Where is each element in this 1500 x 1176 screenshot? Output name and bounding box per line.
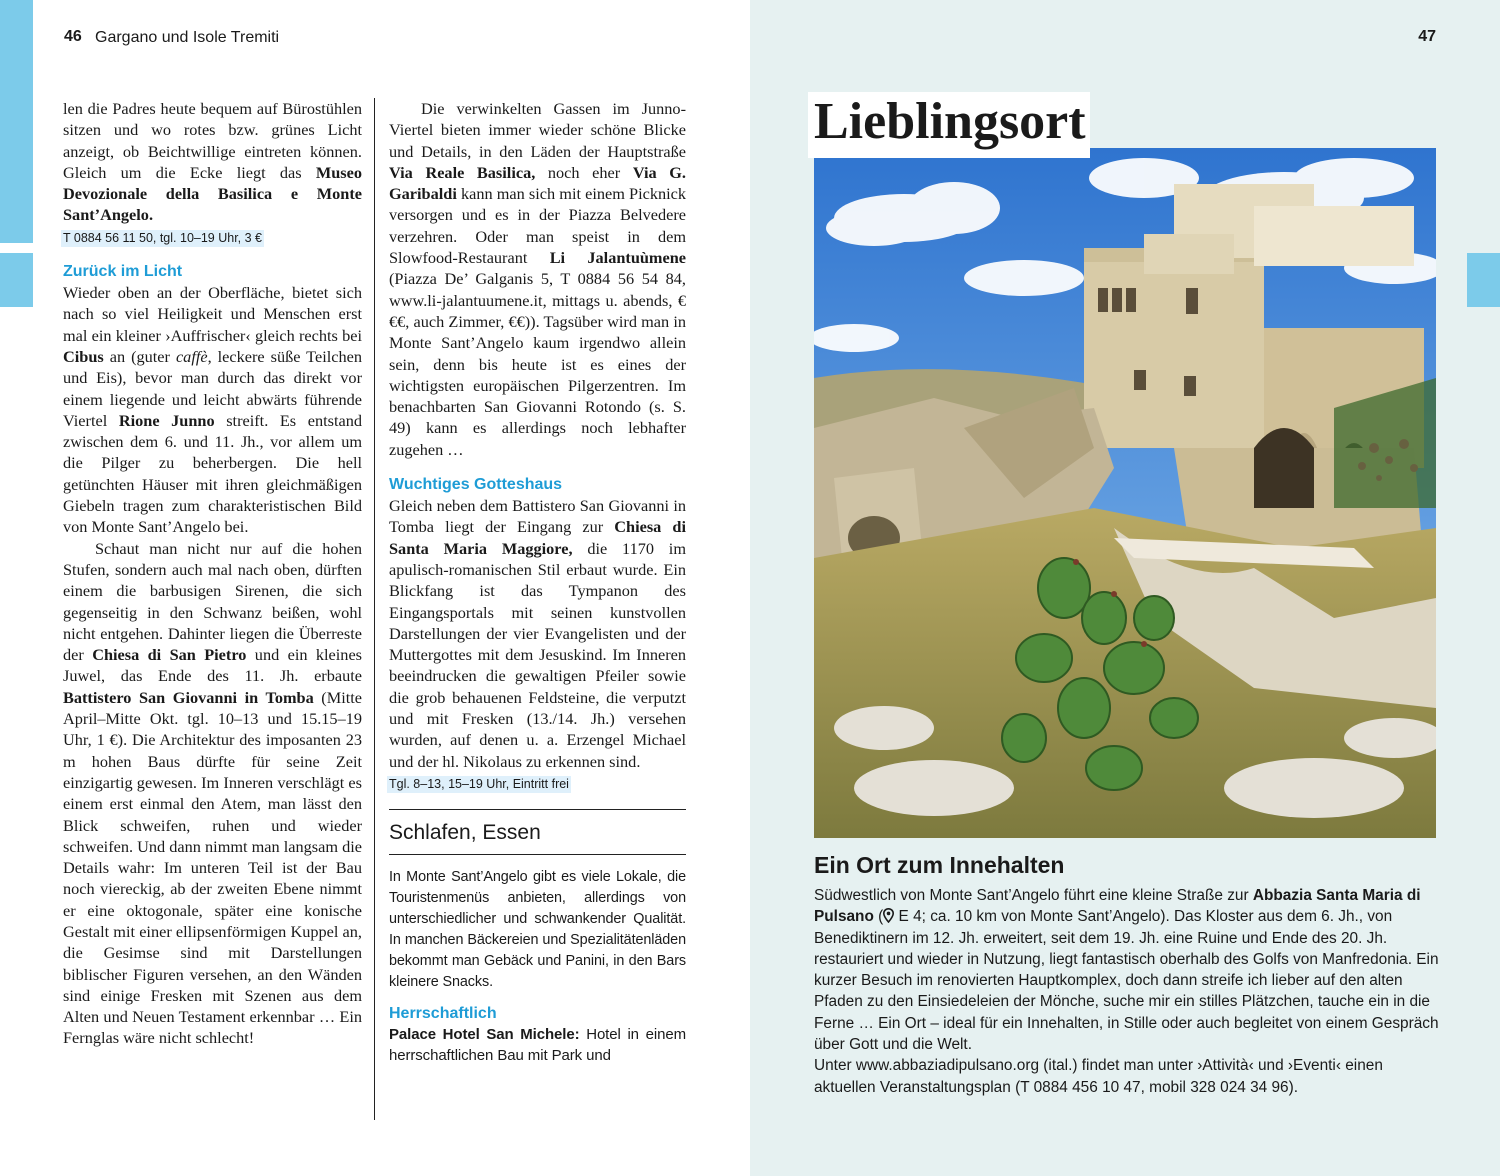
paragraph [814,885,1444,1055]
text-column-2 [389,98,686,1066]
abbey-photo [814,148,1436,838]
box-rule-bottom [389,854,686,855]
text: (Mitte April–Mitte Okt. tgl. 10–13 und 15.15–19 Uhr, 1 €). Die Architektur des imposanten 23 m hohen Baus dürfte für seine Zeit einzigartig gewesen. Im Inneren verschlägt es einem erst einmal den Atem, man lässt den Blick schweifen, ruhen und wieder schweifen. Und dann nimmt man langsam die Details wahr: Im unteren Teil ist der Bau noch viereckig, ab der zweiten Ebene nimmt er eine oktogonale, später eine konische Gestalt mit einer ellipsenförmigen Kuppel an, die Gesimse sind mit Darstellungen biblischer Figuren versehen, an den Wänden sind einige Fresken mit Szenen aus dem Alten und Neuen Testament erkennbar … Ein Fernglas wäre nicht schlecht! [63,687,362,1048]
map-reference: E 4 [894,908,922,926]
feature-heading: Lieblingsort [808,92,1090,158]
running-head: Gargano und Isole Tremiti [95,29,280,46]
paragraph [63,282,362,538]
page-number-right: 47 [1418,28,1436,45]
bold-term: Li Jalantuùmene [549,248,686,268]
page-number-left: 46 [64,28,82,45]
text: ; ca. 10 km von Monte Sant’Angelo). Das Kloster aus dem 6. Jh., von Benediktinern im 12. Jh. erweitert, seit dem 19. Jh. eine Ruine und Ende des 20. Jh. restauriert und wieder in Nutzung, liegt fantastisch oberhalb des Golfs von Manfredonia. Ein kurzer Besuch im renovierten Hauptkomplex, doch dann streife ich lieber auf den alten Pfaden zu den Einsiedeleien der Mönche, suche mir ein stilles Plätzchen, tauche ein in die Ferne … Ein Ort – ideal für ein Innehalten, in Stille oder auch begleitet von einem Gespräch über Gott und die Welt. [814,908,1439,1054]
box-title: Schlafen, Essen [389,821,541,845]
text: Unter www.abbaziadipulsano.org (ital.) findet man unter ›Attività‹ und ›Eventi‹ einen aktuellen Veranstaltungsplan (T 0884 456 10 47, mobil 328 024 34 96). [814,1057,1383,1096]
box-rule-top [389,809,686,810]
text: kann man sich mit einem Picknick versorgen und es in der Piazza Belvedere verzehren. Oder man speist in dem Slowfood-Restaurant [389,184,686,268]
bold-term: Chiesa di San Pietro [92,645,247,665]
text: Südwestlich von Monte Sant’Angelo führt eine kleine Straße zur [814,887,1253,904]
practical-info-box [389,809,686,1066]
box-text: In Monte Sant’Angelo gibt es viele Lokale, die Touristenmenüs anbieten, allerdings von unterschiedlicher und schwankender Qualität. In manchen Bäckereien und Spezialitätenläden bekommt man Gebäck und Panini, in den Bars kleinere Snacks. [389,869,686,991]
paragraph [389,495,686,772]
info-line: Tgl. 8–13, 15–19 Uhr, Eintritt frei [389,776,569,791]
chapter-tab [0,0,33,243]
text: len die Padres heute bequem auf Bürostühlen sitzen und wo rotes bzw. grünes Licht anzeigt, ob Beichtwillige eintreten können. Gleich um die Ecke liegt das [63,99,362,182]
subheading: Herrschaftlich [389,1005,497,1023]
text: und ein kleines Juwel, das Ende des 11. Jh. erbaute [63,645,363,686]
text: Gleich neben dem Battistero San Giovanni in Tomba liegt der Eingang zur [389,496,686,537]
text: an (guter [103,346,176,366]
paragraph [63,538,362,1049]
paragraph [389,98,686,460]
italic-term: caffè [175,346,208,366]
text-column-1 [63,98,362,1049]
bold-term: Cibus [63,346,104,366]
text: streift. Es entstand zwischen dem 6. und 11. Jh., vor allem um die Pilger zu beherbergen. Die hell getünchten Häuser mit ihren gleichmäßigen Giebeln tragen zum charakteristischen Bild von Monte Sant’Angelo bei. [63,410,363,537]
hotel-name: Palace Hotel San Michele: [389,1026,580,1044]
paragraph [814,1055,1444,1098]
bold-term: Museo Devozionale della Basilica e Monte Sant’Angelo. [63,162,362,225]
text: Schaut man nicht nur auf die hohen Stufen, sondern auch mal nach oben, dürften einem die barbusigen Sirenen, die sich gegenseitig in den Schwanz beißen, wohl nicht entgehen. Dahinter liegen die Überreste der [63,538,362,665]
text: Wieder oben an der Oberfläche, bietet sich nach so viel Heiligkeit und Menschen erst mal ein kleiner ›Auffrischer‹ gleich rechts bei [63,283,362,345]
text: (Piazza De’ Galganis 5, T 0884 56 54 84, www.li-jalantuumene.it, mittags u. abends, €€€, auch Zimmer, €€)). Tagsüber wird man in Monte Sant’Angelo kaum irgendwo allein sein, denn bis heute ist es eines der wichtigsten europäischen Pilgerzentren. Im benachbarten San Giovanni Rotondo (s. S. 49) kann es allerdings noch lebhafter zugehen … [389,269,686,459]
feature-text [814,885,1444,1098]
info-line: T 0884 56 11 50, tgl. 10–19 Uhr, 3 € [63,230,262,245]
bold-term: Chiesa di Santa Maria Maggiore, [389,517,686,558]
bold-term: Battistero San Giovanni in Tomba [63,687,314,707]
map-pin-icon [883,908,894,923]
bold-term: Via G. Garibaldi [389,162,686,204]
feature-subheading: Ein Ort zum Innehalten [814,852,1065,878]
paragraph [63,98,362,226]
column-divider [374,98,375,1120]
text: Hotel in einem herrschaftlichen Bau mit Park und [389,1026,686,1065]
section-tab-right [1467,253,1500,307]
bold-term: Via Reale Basilica, [389,162,536,182]
bold-term: Abbazia Santa Maria di Pulsano [814,887,1421,926]
hotel-entry [389,1024,686,1066]
text: noch eher [535,162,633,182]
subheading: Wuchtiges Gotteshaus [389,476,563,494]
text: , leckere süße Teilchen und Eis), bevor man durch das direkt vor einem liegende und leicht abwärts führende Viertel [63,346,362,430]
text: ( [873,908,884,926]
subheading: Zurück im Licht [63,263,183,281]
bold-term: Rione Junno [118,410,215,430]
text: Die verwinkelten Gassen im Junno-Viertel bieten immer wieder schöne Blicke und Details, in den Läden der Hauptstraße [389,99,686,161]
text: die 1170 im apulisch-romanischen Stil erbaut wurde. Ein Blickfang ist das Tympanon des Eingangsportals mit seinen kunstvollen Darstellungen der vier Evangelisten und der Muttergottes mit dem Jesuskind. Im Inneren beeindrucken die gewaltigen Pfeiler sowie die grob behauenen Feldsteine, die verputzt und mit Fresken (13./14. Jh.) versehen wurden, auf denen u. a. Erzengel Michael und der hl. Nikolaus zu erkennen sind. [389,538,686,771]
section-tab [0,253,33,307]
